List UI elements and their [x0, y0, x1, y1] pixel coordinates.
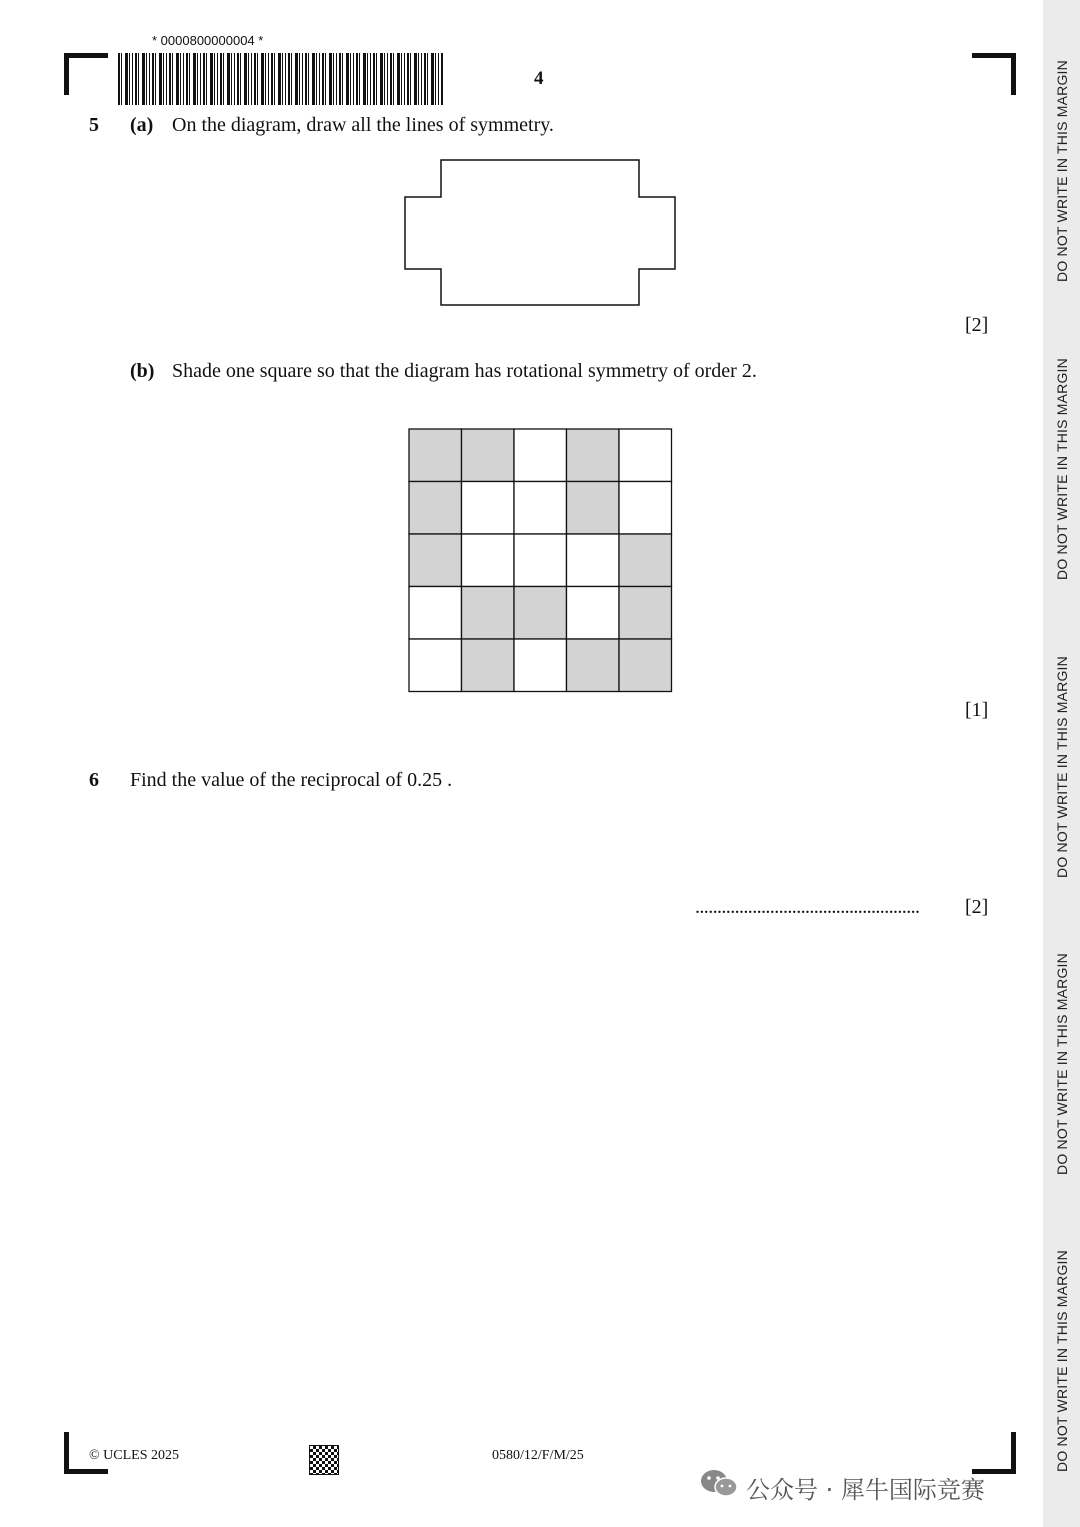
grid-cell-shaded[interactable]: [409, 429, 462, 482]
grid-cell-shaded[interactable]: [567, 482, 620, 535]
grid-cell[interactable]: [619, 482, 672, 535]
grid-cell-shaded[interactable]: [514, 587, 567, 640]
grid-cell-shaded[interactable]: [462, 429, 515, 482]
marks-label: [2]: [965, 314, 989, 336]
grid-cell[interactable]: [514, 639, 567, 692]
barcode-label: * 0000800000004 *: [152, 33, 264, 48]
answer-line[interactable]: ...................................................: [695, 896, 920, 918]
grid-cell[interactable]: [409, 639, 462, 692]
grid-cell-shaded[interactable]: [619, 534, 672, 587]
part-label: (a): [130, 114, 154, 136]
part-label: (b): [130, 360, 155, 382]
question-number: 6: [89, 769, 99, 791]
grid-cell-shaded[interactable]: [409, 482, 462, 535]
page-number: 4: [534, 68, 544, 89]
grid-cell-shaded[interactable]: [567, 429, 620, 482]
grid-cell[interactable]: [567, 587, 620, 640]
question-text: Find the value of the reciprocal of 0.25 .: [130, 769, 453, 791]
grid-cell[interactable]: [462, 482, 515, 535]
grid-cell[interactable]: [514, 429, 567, 482]
grid-cell-shaded[interactable]: [619, 639, 672, 692]
symmetry-shape: [405, 160, 675, 305]
marks-label: [1]: [965, 699, 989, 721]
symmetry-shape-diagram[interactable]: [400, 155, 680, 310]
question-text: On the diagram, draw all the lines of symmetry.: [172, 114, 554, 136]
grid-cell-shaded[interactable]: [409, 534, 462, 587]
rotation-grid[interactable]: [405, 425, 677, 697]
grid-cell[interactable]: [567, 534, 620, 587]
grid-cell-shaded[interactable]: [462, 639, 515, 692]
grid-cell-shaded[interactable]: [567, 639, 620, 692]
question-text: Shade one square so that the diagram has rotational symmetry of order 2.: [172, 360, 757, 382]
grid-cell-shaded[interactable]: [619, 587, 672, 640]
grid-cell[interactable]: [514, 534, 567, 587]
grid-cell[interactable]: [462, 534, 515, 587]
barcode: [118, 53, 444, 105]
question-number: 5: [89, 114, 99, 136]
marks-label: [2]: [965, 896, 989, 918]
paper-code: 0580/12/F/M/25: [492, 1448, 584, 1463]
watermark-text: 公众号 · 犀牛国际竞赛: [746, 1476, 985, 1504]
copyright: © UCLES 2025: [89, 1448, 179, 1463]
qr-code: [309, 1445, 339, 1475]
grid-cell[interactable]: [514, 482, 567, 535]
wechat-icon: [699, 1467, 739, 1501]
grid-cell[interactable]: [409, 587, 462, 640]
grid-cell-shaded[interactable]: [462, 587, 515, 640]
grid-cell[interactable]: [619, 429, 672, 482]
